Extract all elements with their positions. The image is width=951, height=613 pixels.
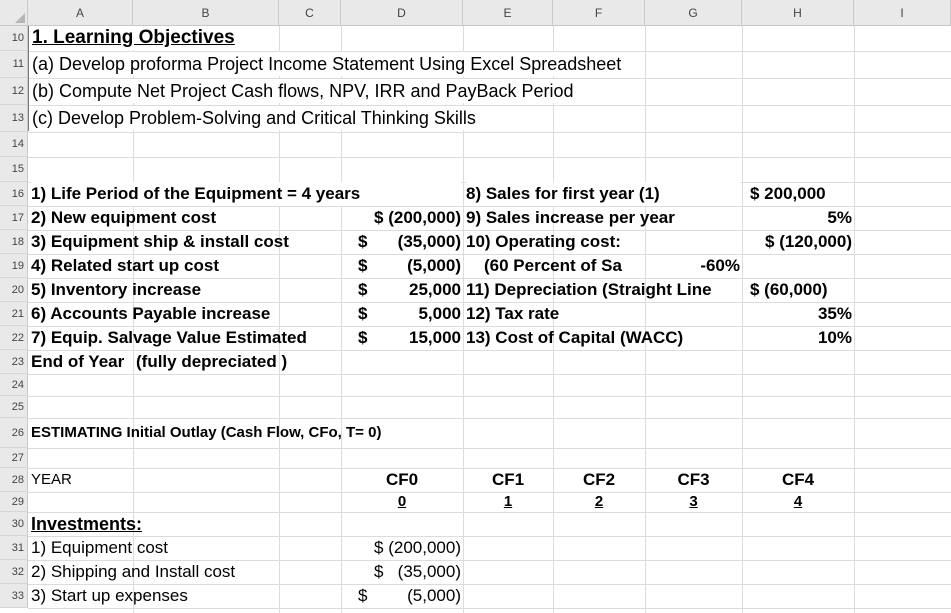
year-4-cell[interactable]: 4 [793,493,803,510]
column-header-i[interactable]: I [854,0,951,26]
tax-rate-label[interactable]: 12) Tax rate [466,304,560,323]
percent-of-sales-label[interactable]: (60 Percent of Sa [484,256,622,275]
row-header-10[interactable]: 10 [0,26,28,51]
row-header-15[interactable]: 15 [0,157,28,182]
row-header-19[interactable]: 19 [0,254,28,278]
ship-install-label[interactable]: 3) Equipment ship & install cost [31,232,289,251]
cf1-header[interactable]: CF1 [491,470,525,489]
column-header-h[interactable]: H [742,0,854,26]
start-up-expenses-label[interactable]: 3) Start up expenses [31,586,188,605]
shipping-install-value[interactable]: $ (35,000) [374,562,461,581]
depreciation-value[interactable]: $ (60,000) [750,280,828,299]
year-1-cell[interactable]: 1 [503,493,513,510]
row-header-25[interactable]: 25 [0,396,28,418]
initial-outlay-heading[interactable]: ESTIMATING Initial Outlay (Cash Flow, CFo, T= 0) [31,424,382,441]
salvage-value-label[interactable]: 7) Equip. Salvage Value Estimated [31,328,307,347]
fully-depreciated-cell[interactable]: (fully depreciated ) [136,352,288,371]
row-header-17[interactable]: 17 [0,206,28,230]
column-header-e[interactable]: E [463,0,553,26]
sales-increase-value[interactable]: 5% [827,208,852,227]
start-up-cost-label[interactable]: 4) Related start up cost [31,256,219,275]
percent-of-sales-value[interactable]: -60% [700,256,740,275]
active-cell-border [28,26,29,131]
objective-c[interactable]: (c) Develop Problem-Solving and Critical Thinking Skills [32,106,480,130]
salvage-value-value[interactable]: 15,000 [409,328,461,347]
sales-first-year-value[interactable]: $ 200,000 [750,184,826,203]
row-header-13[interactable]: 13 [0,105,28,132]
objective-b[interactable]: (b) Compute Net Project Cash flows, NPV, IRR and PayBack Period [32,79,578,103]
end-of-year-cell[interactable]: End of Year [31,352,125,371]
select-all-corner[interactable] [0,0,28,26]
row-header-12[interactable]: 12 [0,78,28,105]
new-equipment-value[interactable]: $ (200,000) [374,208,461,227]
row-header-33[interactable]: 33 [0,584,28,608]
cf2-header[interactable]: CF2 [582,470,616,489]
objectives-title[interactable]: 1. Learning Objectives [32,26,239,50]
ship-install-value[interactable]: (35,000) [397,232,461,251]
column-header-g[interactable]: G [645,0,742,26]
row-header-32[interactable]: 32 [0,560,28,584]
year-2-cell[interactable]: 2 [594,493,604,510]
sales-first-year-label[interactable]: 8) Sales for first year (1) [466,182,740,206]
start-up-expenses-currency: $ [358,586,368,605]
equipment-cost-label[interactable]: 1) Equipment cost [31,538,169,557]
column-header-b[interactable]: B [133,0,279,26]
objective-a[interactable]: (a) Develop proforma Project Income Statement Using Excel Spreadsheet [32,52,625,76]
cf4-header[interactable]: CF4 [781,470,815,489]
accounts-payable-value[interactable]: 5,000 [418,304,461,323]
salvage-value-currency: $ [358,328,368,347]
accounts-payable-label[interactable]: 6) Accounts Payable increase [31,304,271,323]
year-3-cell[interactable]: 3 [689,493,698,510]
row-header-28[interactable]: 28 [0,468,28,492]
start-up-cost-currency: $ [358,256,368,275]
ship-install-currency: $ [358,232,368,251]
column-header-a[interactable]: A [28,0,133,26]
row-header-30[interactable]: 30 [0,512,28,536]
year-0-cell[interactable]: 0 [397,493,407,510]
tax-rate-value[interactable]: 35% [817,304,852,323]
operating-cost-label[interactable]: 10) Operating cost: [466,232,621,251]
row-header-16[interactable]: 16 [0,182,28,206]
investments-heading[interactable]: Investments: [31,514,143,534]
column-header-d[interactable]: D [341,0,463,26]
inventory-increase-value[interactable]: 25,000 [409,280,461,299]
row-header-22[interactable]: 22 [0,326,28,350]
inventory-increase-currency: $ [358,280,368,299]
select-all-triangle-icon [15,13,25,23]
inventory-increase-label[interactable]: 5) Inventory increase [31,280,202,299]
row-header-21[interactable]: 21 [0,302,28,326]
year-label[interactable]: YEAR [31,471,72,488]
row-header-18[interactable]: 18 [0,230,28,254]
row-header-23[interactable]: 23 [0,350,28,374]
row-header-26[interactable]: 26 [0,418,28,448]
start-up-cost-value[interactable]: (5,000) [407,256,461,275]
wacc-label[interactable]: 13) Cost of Capital (WACC) [466,328,684,347]
wacc-value[interactable]: 10% [817,328,852,347]
new-equipment-label[interactable]: 2) New equipment cost [31,208,217,227]
cf0-header[interactable]: CF0 [385,470,419,489]
row-header-29[interactable]: 29 [0,492,28,512]
shipping-install-label[interactable]: 2) Shipping and Install cost [31,562,236,581]
cf3-header[interactable]: CF3 [677,470,710,489]
equipment-cost-value[interactable]: $ (200,000) [374,538,461,557]
column-header-c[interactable]: C [279,0,341,26]
row-header-11[interactable]: 11 [0,51,28,78]
row-header-31[interactable]: 31 [0,536,28,560]
operating-cost-value[interactable]: $ (120,000) [765,232,852,251]
depreciation-label[interactable]: 11) Depreciation (Straight Line [466,280,712,299]
row-header-24[interactable]: 24 [0,374,28,396]
row-header-20[interactable]: 20 [0,278,28,302]
life-period-cell[interactable]: 1) Life Period of the Equipment = 4 years [31,182,461,206]
accounts-payable-currency: $ [358,304,368,323]
sales-increase-label[interactable]: 9) Sales increase per year [466,208,675,227]
row-header-27[interactable]: 27 [0,448,28,468]
start-up-expenses-value[interactable]: (5,000) [407,586,461,605]
row-header-14[interactable]: 14 [0,132,28,157]
column-header-f[interactable]: F [553,0,645,26]
